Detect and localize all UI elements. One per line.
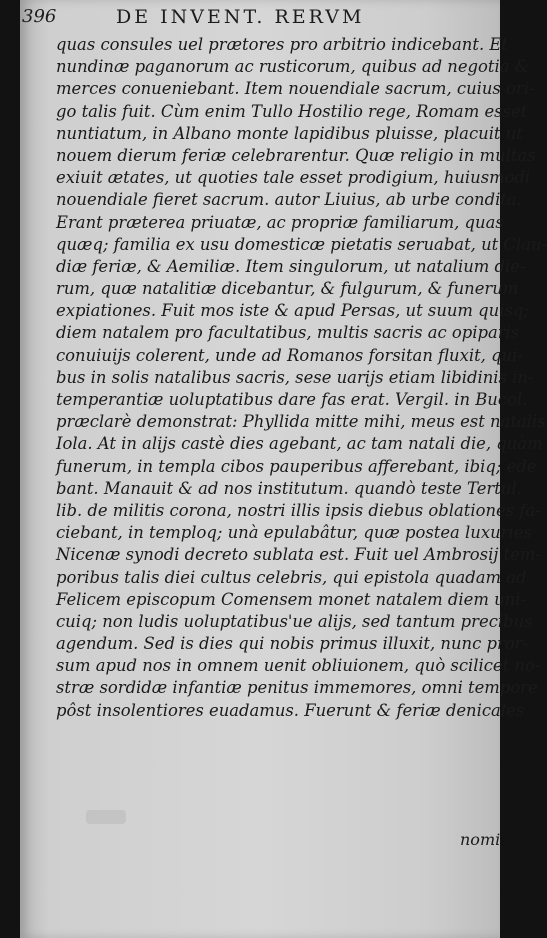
text-line: ciebant, in temploq; unà epulabâtur, quæ postea luxuries xyxy=(56,523,532,543)
text-line: Nicenæ synodi decreto sublata est. Fuit uel Ambrosij tem- xyxy=(56,545,541,565)
text-line: bus in solis natalibus sacris, sese uarijs etiam libidinis in- xyxy=(56,367,534,387)
page-number: 396 xyxy=(22,6,57,27)
text-line: stræ sordidæ infantiæ penitus immemores, omni tempore xyxy=(56,678,538,698)
text-line: nundinæ paganorum ac rusticorum, quibus ad negotia & xyxy=(56,57,530,77)
text-line: lib. de militis corona, nostri illis ipsis diebus oblationes fa- xyxy=(56,500,541,520)
text-line: cuiq; non ludis uoluptatibus'ue alijs, sed tantum precibus xyxy=(56,611,533,631)
text-line: bant. Manauit & ad nos institutum. quandò teste Tertul. xyxy=(56,478,522,498)
body-text xyxy=(56,34,547,722)
text-line: quæq; familia ex usu domesticæ pietatis seruabat, ut Clau- xyxy=(56,234,547,254)
text-line: diem natalem pro facultatibus, multis sacris ac opiparis xyxy=(56,323,520,343)
page-header xyxy=(20,6,500,32)
text-line: merces conueniebant. Item nouendiale sacrum, cuius ori- xyxy=(56,79,535,99)
text-line: exiuit ætates, ut quoties tale esset prodigium, huiusmodi xyxy=(56,168,531,188)
text-line: poribus talis diei cultus celebris, qui epistola quadam ad xyxy=(56,567,527,587)
text-line: diæ feriæ, & Aemiliæ. Item singulorum, ut natalium die- xyxy=(56,256,526,276)
catchword: nomi xyxy=(460,830,501,849)
text-line: nouendiale fieret sacrum. autor Liuius, ab urbe condita. xyxy=(56,190,522,210)
text-line: rum, quæ natalitiæ dicebantur, & fulgurum, & funerum xyxy=(56,279,519,299)
text-line: præclarè demonstrat: Phyllida mitte mihi, meus est natalis xyxy=(56,412,546,432)
text-line: pôst insolentiores euadamus. Fuerunt & feriæ denicales xyxy=(56,700,525,720)
text-line: temperantiæ uoluptatibus dare fas erat. Vergil. in Bucol. xyxy=(56,390,528,409)
book-page xyxy=(20,0,547,938)
text-line: nuntiatum, in Albano monte lapidibus pluisse, placuit ut xyxy=(56,123,523,143)
text-line: Erant præterea priuatæ, ac propriæ familiarum, quas xyxy=(56,212,504,232)
text-line: nouem dierum feriæ celebrarentur. Quæ religio in multas xyxy=(56,145,536,165)
text-line: conuiuijs colerent, unde ad Romanos forsitan fluxit, qui- xyxy=(56,345,523,365)
text-line: quas consules uel prætores pro arbitrio indicebant. Et xyxy=(56,35,508,54)
text-line: expiationes. Fuit mos iste & apud Persas, ut suum quisq; xyxy=(56,301,529,321)
text-line: Iola. At in alijs castè dies agebant, ac tam natali die, quàm xyxy=(56,434,543,454)
text-line: agendum. Sed is dies qui nobis primus illuxit, nunc pror- xyxy=(56,634,529,654)
text-line: funerum, in templa cibos pauperibus afferebant, ibiq; ede xyxy=(56,456,537,476)
text-line: go talis fuit. Cùm enim Tullo Hostilio rege, Romam esset xyxy=(56,101,528,121)
ink-bleed-mark xyxy=(86,810,126,824)
text-line: sum apud nos in omnem uenit obliuionem, quò scilicet no- xyxy=(56,656,541,676)
running-head: DE INVENT. RERVM xyxy=(116,6,365,28)
text-line: Felicem episcopum Comensem monet natalem diem uni- xyxy=(56,589,526,609)
